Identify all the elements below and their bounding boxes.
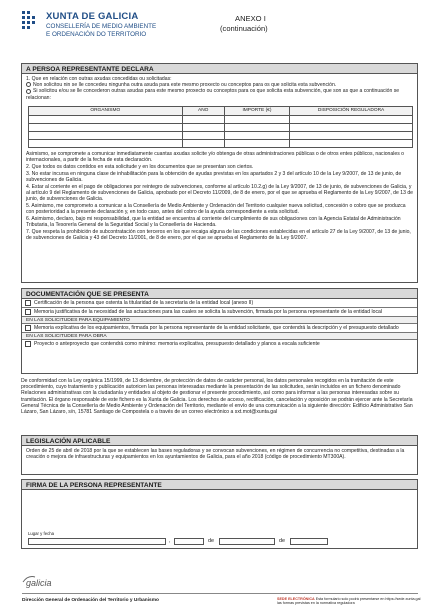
option-yes-aid[interactable]: Si solicitou e/ou se lle concederon outras axudas para este mesmo proxecto ou conceptos para os que solicita esta subvención, que son as que a continuación se relacionan:	[26, 88, 400, 101]
table-row	[29, 139, 413, 147]
year-field[interactable]	[290, 538, 328, 545]
declaration-item: 2. Que todos os datos contidos en esta solicitude y en los documentos que se presentan son ciertos.	[26, 163, 254, 170]
question-1: 1. Que en relación con outras axudas concedidas ou solicitadas:	[26, 76, 172, 82]
xunta-logo-icon	[22, 11, 42, 33]
col-organismo: ORGANISMO	[29, 106, 183, 115]
checkbox[interactable]	[25, 300, 31, 306]
checkbox[interactable]	[25, 341, 31, 347]
signature-section	[21, 479, 418, 549]
checkbox[interactable]	[25, 309, 31, 315]
aid-table	[28, 106, 413, 148]
doc-row-equipment[interactable]: Memoria explicativa de los equipamientos, firmada por la persona representante de la entidad solicitante, que contendrá la descripción y el presupuesto detallado	[22, 324, 417, 333]
form-header	[22, 10, 422, 58]
annex-title: ANEXO I	[235, 14, 266, 23]
subheading-works: EN LAS SOLICITUDES PARA OBRA	[22, 333, 417, 340]
table-row	[29, 123, 413, 131]
de-label: de	[208, 538, 214, 544]
table-row	[29, 131, 413, 139]
doc-row-project[interactable]: Proyecto o anteproyecto que contendrá como mínimo: memoria explicativa, presupuesto detallado y planos a escala suficiente	[22, 340, 417, 348]
documents-title: DOCUMENTACIÓN QUE SE PRESENTA	[22, 289, 417, 299]
table-row	[29, 115, 413, 123]
declaration-item: 3. No estar incursa en ninguna clase de inhabilitación para la obtención de ayudas previstas en los apartados 2 y 3 del artículo 10 de la Ley 9/2007, de 13 de junio, de subvenciones de Galicia.	[26, 170, 402, 183]
galicia-logo: galicia	[26, 578, 52, 588]
col-disposicion: DISPOSICIÓN REGULADORA	[290, 106, 413, 115]
legislation-title: LEGISLACIÓN APLICABLE	[22, 436, 417, 446]
commitment-text: Asimismo, se compromete a comunicar inmediatamente cuantas axudas solicite y/o obtenga de otras administraciones públicas o de otros entes públicos, nacionales o internacionales, a partir de la fecha de esta declaración.	[26, 150, 404, 163]
col-ano: ANO	[182, 106, 224, 115]
department-name: Dirección General de Ordenación del Territorio y Urbanismo	[22, 598, 159, 603]
declaration-item: 7. Que respeta la prohibición de subcontratación con terceros en los que recaiga alguna de las condiciones establecidas en el artículo 27 de la Ley 9/2007, de 13 de junio, de subvenciones de Galicia y 43 del Decreto 11/2001, de 8 de enero, por el que se aprueba el Reglamento de la Ley 9/2007.	[26, 228, 411, 241]
documents-section	[21, 288, 418, 374]
declaration-title: A PERSOA REPRESENTANTE DECLARA	[22, 64, 417, 74]
doc-row-memoria[interactable]: Memoria justificativa de la necesidad de las actuaciones para las cuales se solicita la subvención, firmada por la persona representante de la entidad local	[22, 308, 417, 317]
sede-note: Esta formulario solo podrá presentarse en https://sede.xunta.gal las formas previstas en la normativa reguladora	[277, 597, 421, 606]
de-label: de	[279, 538, 285, 544]
signature-title: FIRMA DE LA PERSONA REPRESENTANTE	[22, 480, 417, 490]
footer-note	[277, 597, 422, 606]
sede-label: SEDE ELECTRÓNICA	[277, 597, 315, 601]
declaration-item: 5. Asimismo, me comprometo a comunicar a la Consellería de Medio Ambiente y Ordenación del Territorio cualquier nueva solicitud, concesión o cobro que se produzca con posterioridad a la presente declaración y, en todo caso, antes del cobro de la ayuda correspondiente a esta solicitud.	[26, 202, 406, 215]
day-field[interactable]	[174, 538, 204, 545]
declaration-section	[21, 63, 418, 283]
doc-row-certification[interactable]: Certificación de la persona que ostenta la titularidad de la secretaría de la entidad local (anexo II)	[22, 299, 417, 308]
month-field[interactable]	[219, 538, 275, 545]
privacy-notice: De conformidad con la Ley orgánica 15/1999, de 13 diciembre, de protección de datos de carácter personal, los datos personales recogidos en la tramitación de este procedimiento, cuyo tratamiento y publicación autoricen las personas interesadas mediante la presentación de las solicitudes, serán incluidos en un fichero denominado Relaciones administrativas con la ciudadanía y entidades al objeto de gestionar el presente procedimiento, así como para informar a las personas interesadas sobre su tramitación. El órgano responsable de este fichero es la Xunta de Galicia. Los derechos de acceso, rectificación, cancelación y oposición se podrán ejercer ante la Secretaría General Técnica de la Consellería de Medio Ambiente y Ordenación del Territorio, mediante el envío de una comunicación a la siguiente dirección: Edificio Administrativo San Lázaro, San Lázaro, s/n, 15781 Santiago de Compostela o a través de un correo electrónico a sxt.mot@xunta.gal	[21, 378, 413, 416]
ministry-name: CONSELLERÍA DE MEDIO AMBIENTE E ORDENACIÓN DO TERRITORIO	[46, 23, 157, 38]
legislation-section	[21, 435, 418, 475]
option-no-aid[interactable]: Non solicitou nin se lle concedeu ningunha outra axuda para este mesmo proxecto ou conceptos para os que solicita esta subvención.	[26, 82, 413, 88]
col-importe: IMPORTE (€)	[224, 106, 289, 115]
comma-separator: ,	[169, 538, 171, 544]
subheading-equipment: EN LAS SOLICITUDES PARA EQUIPAMIENTO	[22, 317, 417, 324]
declaration-item: 6. Asimismo, declaro, bajo mi responsabilidad, que la entidad se encuentra al corriente del cumplimiento de sus obligaciones con la Agencia Estatal de Administración Tributaria, la Tesorería General de la Seguridad Social y la Consellería de Hacienda.	[26, 215, 401, 228]
declaration-item: 4. Estar al corriente en el pago de obligaciones por reintegro de subvenciones, conforme al artículo 10.2.g) de la Ley 9/2007, de 13 de junio, de subvenciones de Galicia, y al artículo 9 del Reglamento de subvenciones de Galicia, aprobado por el Decreto 11/2009, de 8 de enero, por el que se aprueba el Reglamento de la Ley 9/2007, de 13 de junio, de subvenciones de Galicia.	[26, 183, 414, 202]
place-date-label: Lugar y fecha	[28, 531, 55, 536]
annex-subtitle: (continuación)	[220, 24, 268, 33]
checkbox[interactable]	[25, 325, 31, 331]
radio-yes-aid[interactable]	[26, 89, 31, 94]
footer-divider	[22, 593, 418, 594]
place-field[interactable]	[28, 538, 166, 545]
brand-name: XUNTA DE GALICIA	[46, 11, 139, 22]
radio-no-aid[interactable]	[26, 82, 31, 87]
legislation-text: Orden de 25 de abril de 2018 por la que se establecen las bases reguladoras y se convocan subvenciones, en régimen de concurrencia no competitiva, destinadas a la creación o mejora de infraestructuras y equipamientos en los ayuntamientos de Galicia, para el año 2018 (código de procedimiento MT300A).	[26, 448, 405, 461]
